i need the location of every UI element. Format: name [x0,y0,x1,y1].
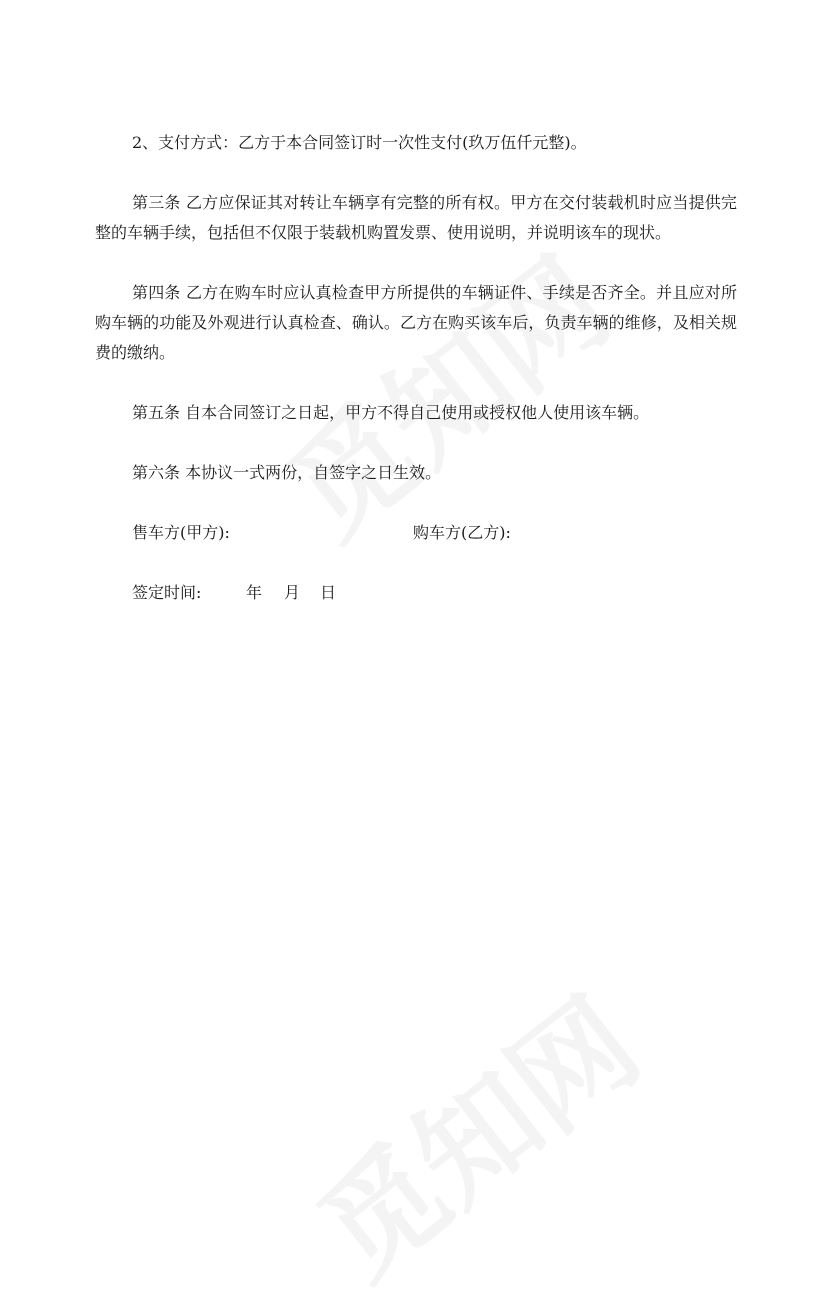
buyer-signature-label: 购车方(乙方): [413,523,511,542]
signature-row [95,518,737,548]
date-day-label: 日 [320,583,337,602]
article-four: 第四条 乙方在购车时应认真检查甲方所提供的车辆证件、手续是否齐全。并且应对所购车辆的功能及外观进行认真检查、确认。乙方在购买该车后，负责车辆的维修，及相关规费的缴纳。 [95,283,737,362]
article-five: 第五条 自本合同签订之日起，甲方不得自己使用或授权他人使用该车辆。 [132,403,650,422]
article-six: 第六条 本协议一式两份，自签字之日生效。 [132,463,442,482]
signing-date-label: 签定时间: [132,583,202,602]
payment-clause: 2、支付方式：乙方于本合同签订时一次性支付(玖万伍仟元整)。 [132,133,587,152]
signing-date-row [95,578,737,608]
article-three: 第三条 乙方应保证其对转让车辆享有完整的所有权。甲方在交付装载机时应当提供完整的车辆手续，包括但不仅限于装载机购置发票、使用说明，并说明该车的现状。 [95,193,737,242]
seller-signature-label: 售车方(甲方): [132,523,230,542]
date-month-label: 月 [284,583,301,602]
date-year-label: 年 [246,583,263,602]
document-body [95,128,737,608]
watermark [301,982,659,1298]
